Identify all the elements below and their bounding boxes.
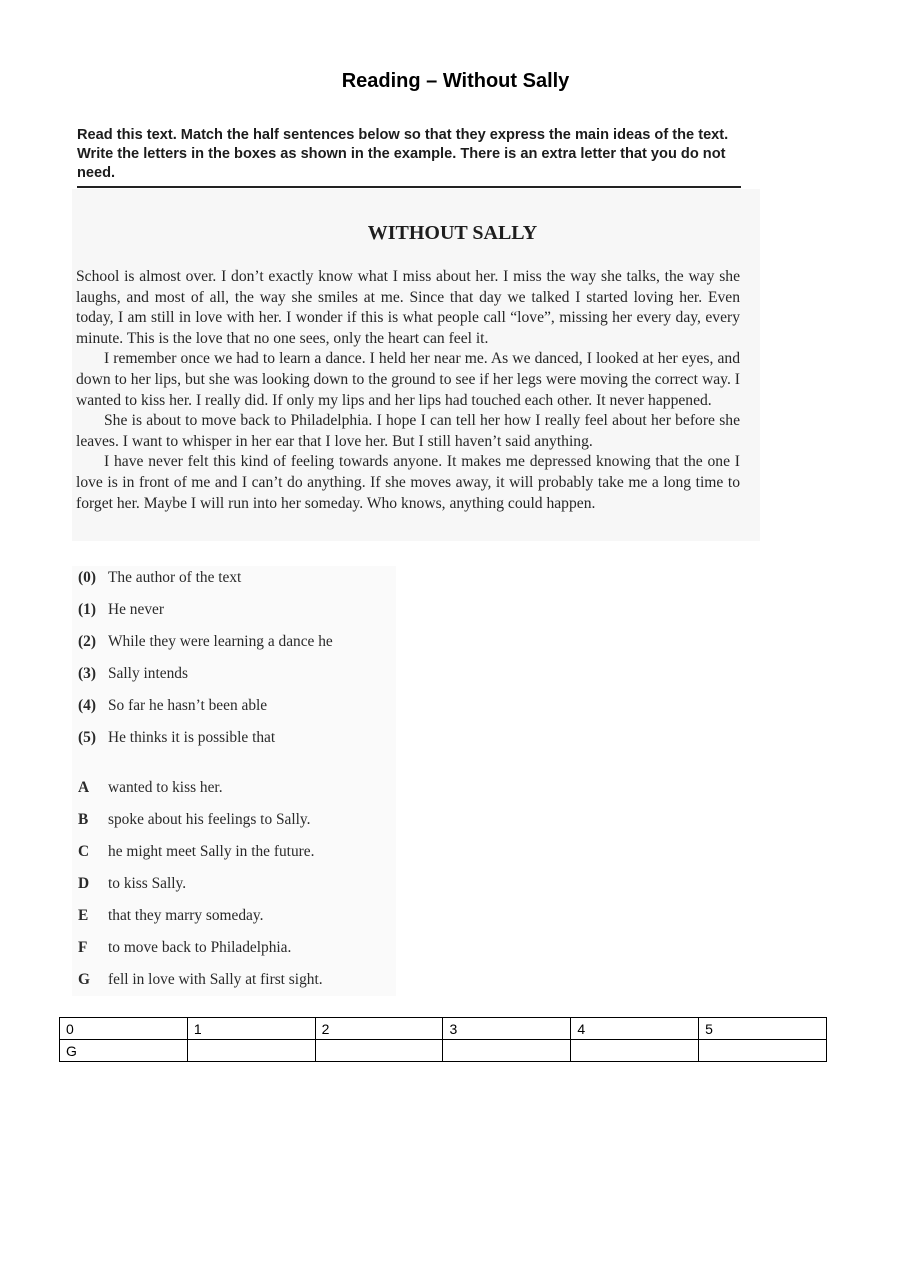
ending-item — [78, 841, 408, 873]
article-paragraph: She is about to move back to Philadelphia. I hope I can tell her how I really feel about her before she leaves. I want to whisper in her ear that I love her. But I still haven’t said anything. — [76, 412, 740, 450]
answer-cell[interactable] — [699, 1040, 827, 1062]
ending-letter: F — [78, 939, 88, 956]
sentence-endings-list — [78, 777, 408, 1001]
article-paragraph: I have never felt this kind of feeling towards anyone. It makes me depressed knowing that the one I love is in front of me and I can’t do anything. If she moves away, it will probably take me a long time to forget her. Maybe I will run into her someday. Who knows, anything could happen. — [76, 453, 740, 512]
ending-letter: A — [78, 779, 90, 796]
ending-letter: C — [78, 843, 90, 860]
answer-table — [59, 1017, 827, 1062]
sentence-number: (0) — [78, 569, 96, 586]
ending-text: he might meet Sally in the future. — [108, 843, 315, 860]
ending-item — [78, 809, 408, 841]
sentence-text: The author of the text — [108, 569, 242, 586]
question-number-cell: 5 — [699, 1018, 827, 1040]
article-body — [76, 267, 740, 514]
sentence-text: Sally intends — [108, 665, 188, 682]
article-paragraph: School is almost over. I don’t exactly know what I miss about her. I miss the way she talks, the way she laughs, and most of all, the way she smiles at me. Since that day we talked I started loving her. Even today, I am still in love with her. I wonder if this is what people call “love”, missing her every day, every minute. This is the love that no one sees, only the heart can feel it. — [76, 268, 740, 347]
article-heading-text: WITHOUT SALLY — [367, 222, 538, 244]
ending-text: that they marry someday. — [108, 907, 264, 924]
ending-letter: D — [78, 875, 90, 892]
answer-table-header-row — [60, 1018, 827, 1040]
sentence-number: (2) — [78, 633, 96, 650]
sentence-number: (4) — [78, 697, 96, 714]
sentence-start-item — [78, 663, 408, 695]
ending-letter: E — [78, 907, 89, 924]
ending-item — [78, 873, 408, 905]
question-number-cell: 3 — [443, 1018, 571, 1040]
question-number-cell: 1 — [187, 1018, 315, 1040]
sentence-start-item — [78, 727, 408, 759]
ending-item — [78, 937, 408, 969]
ending-text: to kiss Sally. — [108, 875, 187, 892]
answer-cell[interactable] — [315, 1040, 443, 1062]
ending-text: wanted to kiss her. — [108, 779, 223, 796]
sentence-start-item — [78, 567, 408, 599]
sentence-start-item — [78, 695, 408, 727]
answer-table-answer-row — [60, 1040, 827, 1062]
article-paragraph: I remember once we had to learn a dance. I held her near me. As we danced, I looked at her eyes, and down to her lips, but she was looking down to the ground to see if her legs were moving the correct way. I wanted to kiss her. I really did. If only my lips and her lips had touched each other. It never happened. — [76, 350, 740, 409]
sentence-start-item — [78, 631, 408, 663]
answer-cell[interactable] — [571, 1040, 699, 1062]
page-title: Reading – Without Sally — [341, 70, 570, 92]
sentence-text: He never — [108, 601, 164, 618]
question-number-cell: 2 — [315, 1018, 443, 1040]
ending-text: fell in love with Sally at first sight. — [108, 971, 323, 988]
instructions-divider — [77, 186, 741, 188]
ending-letter: G — [78, 971, 90, 988]
instructions: Read this text. Match the half sentences below so that they express the main ideas of the text. Write the letters in the boxes as shown in the example. There is an extra letter that you do not need. — [77, 127, 729, 181]
sentence-start-item — [78, 599, 408, 631]
sentence-text: So far he hasn’t been able — [108, 697, 268, 714]
sentence-text: While they were learning a dance he — [108, 633, 333, 650]
answer-cell[interactable] — [187, 1040, 315, 1062]
ending-text: to move back to Philadelphia. — [108, 939, 292, 956]
sentence-number: (1) — [78, 601, 96, 618]
ending-text: spoke about his feelings to Sally. — [108, 811, 311, 828]
ending-item — [78, 905, 408, 937]
ending-letter: B — [78, 811, 89, 828]
sentence-starts-list — [78, 567, 408, 759]
question-number-cell: 4 — [571, 1018, 699, 1040]
sentence-text: He thinks it is possible that — [108, 729, 276, 746]
answer-cell-example: G — [60, 1040, 188, 1062]
article-heading — [0, 222, 911, 245]
sentence-number: (3) — [78, 665, 96, 682]
question-number-cell: 0 — [60, 1018, 188, 1040]
ending-item — [78, 777, 408, 809]
answer-cell[interactable] — [443, 1040, 571, 1062]
sentence-number: (5) — [78, 729, 96, 746]
ending-item — [78, 969, 408, 1001]
